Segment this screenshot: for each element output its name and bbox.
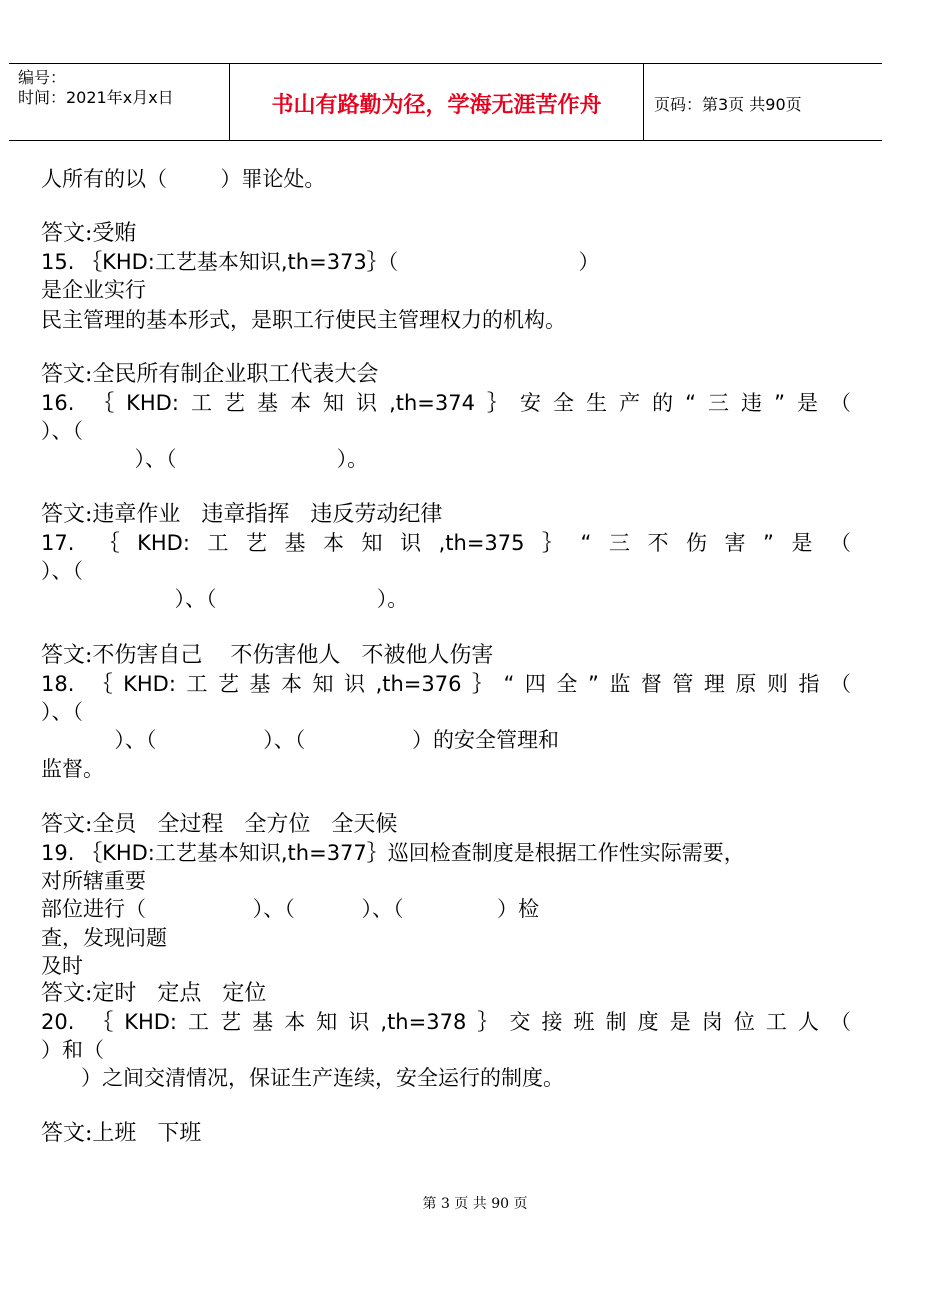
answer-line: 答文:全民所有制企业职工代表大会 [41,362,379,387]
answer-line: 答文:不伤害自己 不伤害他人 不被他人伤害 [41,643,494,668]
question-line: 20. ｛KHD:工艺基本知识,th=378｝交接班制度是岗位工人（ [41,1010,851,1034]
serial-number-label: 编号： [18,68,67,87]
question-line: 16. ｛KHD:工艺基本知识,th=374｝安全生产的“三违”是（ [41,391,851,415]
question-line: ）、（ ）。 [41,587,409,611]
question-line: 19. ｛KHD:工艺基本知识,th=377｝巡回检查制度是根据工作性实际需要， [41,841,745,865]
question-line: 人所有的以（ ）罪论处。 [41,167,326,191]
answer-line: 答文:违章作业 违章指挥 违反劳动纪律 [41,502,443,527]
page-header [9,63,882,141]
question-line: ）和（ [41,1038,104,1062]
question-line: 查，发现问题 [41,926,167,950]
question-line: 是企业实行 [41,278,146,302]
answer-line: 答文:全员 全过程 全方位 全天候 [41,812,398,837]
question-line: ）之间交清情况，保证生产连续，安全运行的制度。 [41,1066,565,1090]
page-code: 页码：第3页 共90页 [654,95,802,114]
question-line: 部位进行（ ）、（ ）、（ ）检 [41,897,540,921]
question-line: 及时 [41,954,83,978]
question-line: ）、（ ）。 [41,447,369,471]
question-line: 15. ｛KHD:工艺基本知识,th=373｝（ ） [41,250,600,274]
question-line: ）、（ [41,419,83,443]
question-line: ）、（ ）、（ ）的安全管理和 [41,728,560,752]
header-meta-cell [9,64,230,140]
question-line: 18. ｛KHD:工艺基本知识,th=376｝“四全”监督管理原则指（ [41,672,851,696]
question-line: ）、（ [41,700,83,724]
question-line: ）、（ [41,559,83,583]
header-page-cell [644,64,882,140]
answer-line: 答文:受贿 [41,221,137,246]
motto: 书山有路勤为径，学海无涯苦作舟 [271,93,602,118]
question-line: 民主管理的基本形式，是职工行使民主管理权力的机构。 [41,308,566,332]
question-line: 对所辖重要 [41,869,146,893]
question-line: 监督。 [41,757,104,781]
answer-line: 答文:定时 定点 定位 [41,981,267,1006]
date-label: 时间：2021年x月x日 [18,88,174,107]
page-footer: 第 3 页 共 90 页 [422,1196,528,1212]
answer-line: 答文:上班 下班 [41,1121,202,1146]
header-motto-cell [230,64,644,140]
question-line: 17. ｛KHD:工艺基本知识,th=375｝“三不伤害”是（ [41,531,851,555]
